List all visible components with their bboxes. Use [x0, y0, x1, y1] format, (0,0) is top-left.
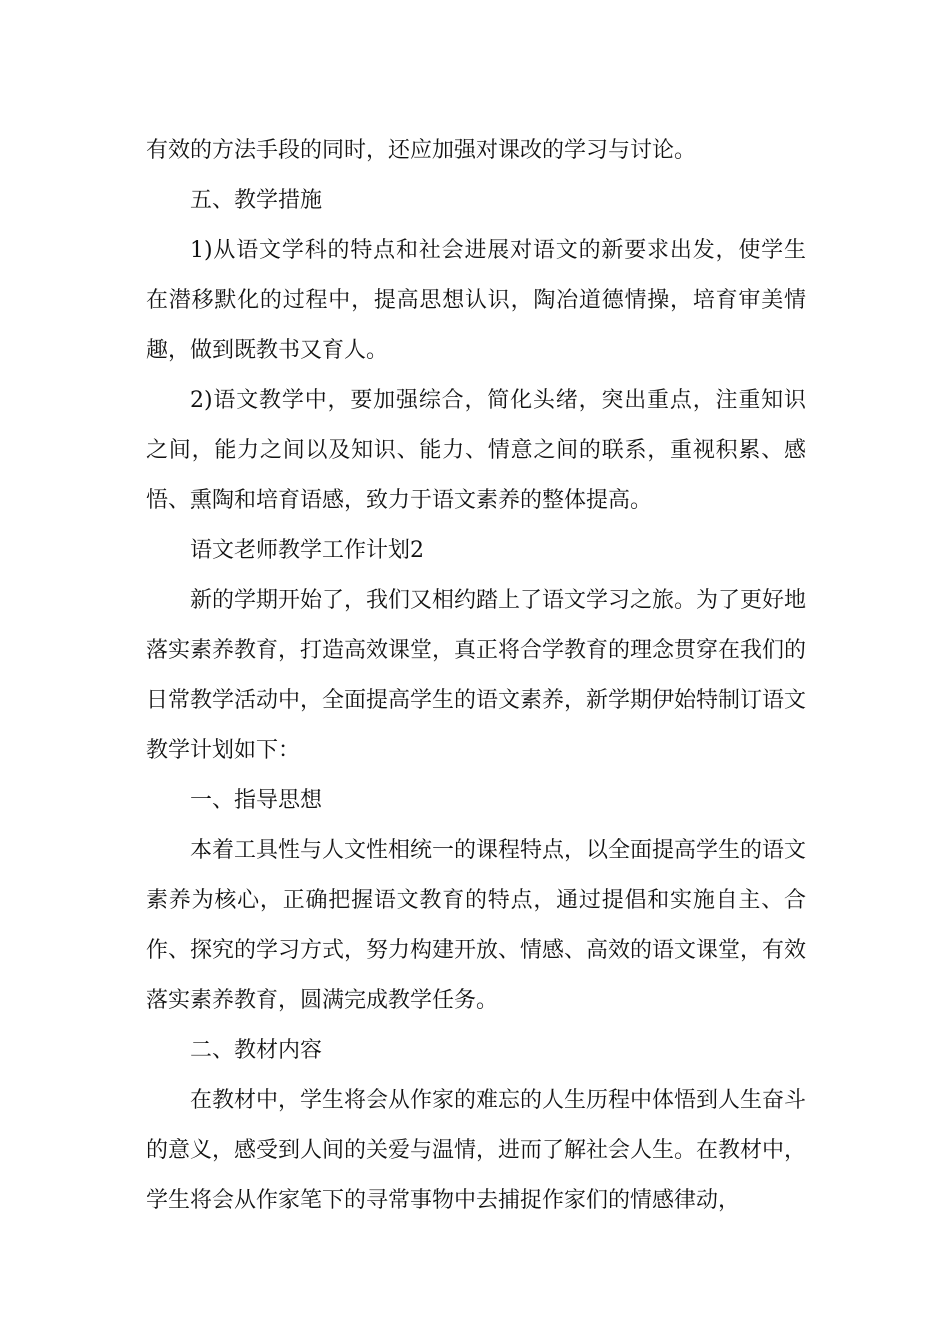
document-body	[146, 126, 806, 1226]
paragraph-continuation: 有效的方法手段的同时，还应加强对课改的学习与讨论。	[146, 138, 697, 163]
section-heading-guiding-thought: 一、指导思想	[190, 788, 323, 813]
document-subtitle: 语文老师教学工作计划2	[190, 538, 424, 563]
section-heading-teaching-measures: 五、教学措施	[190, 188, 323, 213]
section-heading-textbook-content: 二、教材内容	[190, 1038, 323, 1063]
paragraph-guiding-thought: 本着工具性与人文性相统一的课程特点，以全面提高学生的语文素养为核心，正确把握语文教育的特点，通过提倡和实施自主、合作、探究的学习方式，努力构建开放、情感、高效的语文课堂，有效落实素养教育，圆满完成教学任务。	[146, 838, 807, 1013]
paragraph-intro: 新的学期开始了，我们又相约踏上了语文学习之旅。为了更好地落实素养教育，打造高效课堂，真正将合学教育的理念贯穿在我们的日常教学活动中，全面提高学生的语文素养，新学期伊始特制订语文教学计划如下：	[146, 588, 807, 763]
paragraph-measure-2: 2)语文教学中，要加强综合，简化头绪，突出重点，注重知识之间，能力之间以及知识、能力、情意之间的联系，重视积累、感悟、熏陶和培育语感，致力于语文素养的整体提高。	[146, 388, 806, 513]
paragraph-measure-1: 1)从语文学科的特点和社会进展对语文的新要求出发，使学生在潜移默化的过程中，提高思想认识，陶冶道德情操，培育审美情趣，做到既教书又育人。	[146, 238, 806, 363]
paragraph-textbook-content: 在教材中，学生将会从作家的难忘的人生历程中体悟到人生奋斗的意义，感受到人间的关爱与温情，进而了解社会人生。在教材中，学生将会从作家笔下的寻常事物中去捕捉作家们的情感律动，	[146, 1088, 807, 1213]
